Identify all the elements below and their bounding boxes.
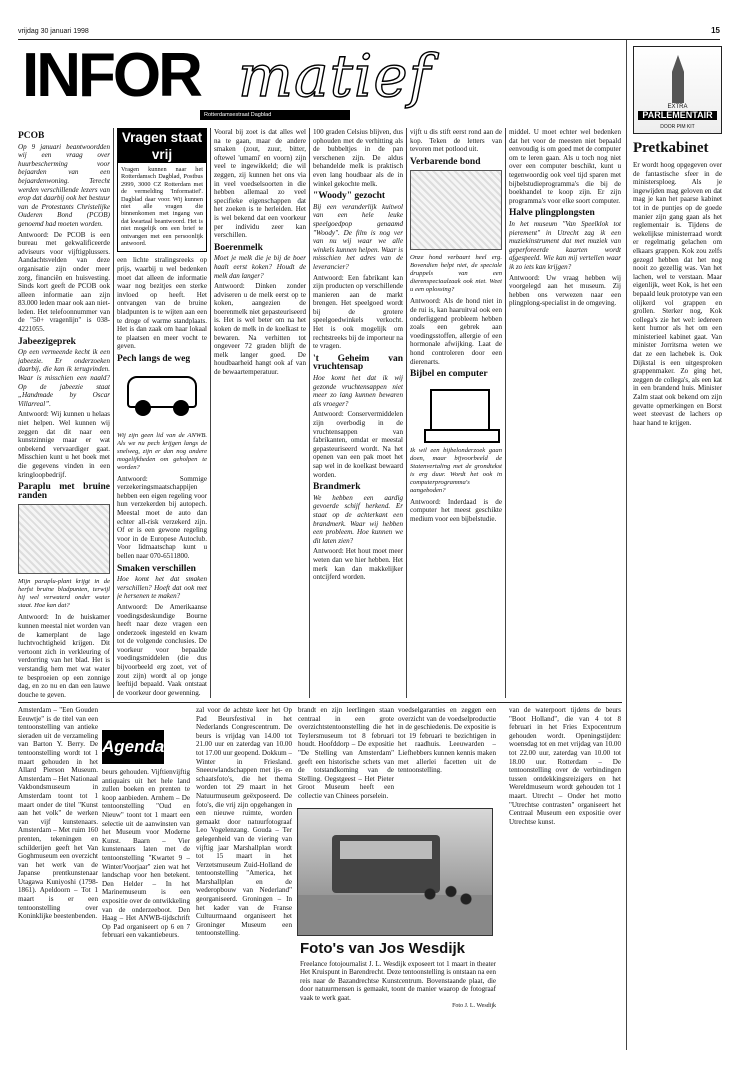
heading-pretkabinet: Pretkabinet [633, 140, 709, 156]
body-col2-1: een lichte stralingsreeks op prijs, waarbij u wel bedenken moet dat alleen de informatie waar nog bezitjes een sterke invloed op heeft. Het ontvangen van de bruine bladpunten is te wijten aan een te droge of warme standplaats. Het is dan zaak om haar lokaal te plaatsen en meer vocht te geven. [117, 256, 207, 351]
heading-hond: Verbarende bond [410, 156, 481, 167]
lead-woody: Bij een veranderlijk kuitwol van een hele leuke speelgoedpop genaamd "Woody". De film is nog ver van nu wij waar we alle winkels kunnen helpen. Waar is misschien het adres van de leverancier? [313, 202, 403, 271]
photo-text [300, 960, 496, 1046]
divider [309, 128, 310, 698]
column-2 [117, 128, 207, 698]
body-col5-1: vijft u dis stift eerst rond aan de kop. Teken de letters van tevoren met potlood uit. [410, 128, 502, 154]
body-col3-1: Vooral bij zoet is dat alles wel na te gaan, maar de andere smaken (zout, zuur, bitter, oftewel 'umami' en voorn) zijn veel te ingewikkeld; die wil zeggen, zij kunnen het ons via in veel voedselsoorten in die hebben allemaal zo veel specifieke eigenschappen dat het zoeken is te herleiden. Het is wel bekend dat een voorkeur per individu zeer kan verschillen. [214, 128, 306, 240]
heading-bijbel: Bijbel en computer [410, 369, 488, 380]
heading-smaken: Smaken verschillen [117, 563, 196, 574]
body-brandmerk: Antwoord: Het hout moet meer weten dan we hier hebben. Het merk kan dan makkelijker ontcijferd worden. [313, 547, 403, 582]
agenda-text-2: beurs gehouden. Vijftienvijftig antiquairs uit het hele land zullen boeken en prenten te koop aanbieden. Arnhem – De tentoonstelling "Oud en Nieuw" toont tot 1 maart een selectie uit de aanwinsten van het Museum voor Moderne Kunst. Baarn – Vier kunstenaars laten met de tentoonstelling "Kwartet 9 – Winter/Voorjaar" zien wat het landschap voor hen betekent. Den Helder – In het Marinemuseum is een expositie over de ontwikkeling van de onderzeeboot. Den Haag – Het ANWB-tijdschrift Op Pad organiseert op 6 en 7 februari een vakantiebeurs. [102, 768, 190, 940]
agenda-text-4: brandt en zijn leerlingen staan centraal in een grote overzichtstentoonstelling die het Teylersmuseum tot 8 februari houdt. Hoofddorp – De expositie "De Stelling van Amsterdam" geeft een historische schets van de totstandkoming van de Stelling. Oegstgeest – Het Pieter Groot Museum heeft een collectie van Chinees porselein. [298, 706, 394, 800]
agenda-text-3: zal voor de achtste keer het Op Pad Beursfestival in het Nederlands Congrescentrum. De beurs is vrijdag van 14.00 tot 21.00 uur en zaterdag van 10.00 tot 17.00 uur geopend. Dokkum – Winter in Friesland. Sneeuwlandschappen met ijs- en schaatsfoto's, die het thema worden tot 29 maart in het Natuurmuseum geëxposeerd. De foto's, die vrij zijn opgehangen in een nieuwe ruimte, worden gemaakt door natuurfotograaf Leo Vogelenzang. Gouda – Ter gelegenheid van de viering van vijftig jaar Marshallplan wordt tot 15 maart in het Verzetsmuseum Zuid-Holland de tentoonstelling "America, het Marshallplan en de wederopbouw van Nederland" georganiseerd. Groningen – In het kader van de Franse Cultuurmaand organiseert het Groninger Museum een tentoonstelling. [196, 706, 292, 938]
agenda-column-3 [196, 706, 292, 1051]
column-3 [214, 128, 306, 698]
right-column [633, 46, 722, 1046]
lead-brandmerk: We hebben een aardig gevoerde schijf herkend. Er staat op de achterkant een brandmerk. Waar wij hebben een probleem. Hoe kunnen we dit laten zien? [313, 493, 403, 545]
photo-body: Freelance fotojournalist J. L. Wesdijk exposeert tot 1 maart in theater Het Kruispunt in Barendrecht. Deze tentoonstelling is ontstaan na een reis naar de Bazandrechtse Kunstcentrum. Bovenstaande plaat, die door natuurmensen is gemaakt, toont de manier waarop de fotograaf vaak te werk gaat. [300, 960, 496, 1002]
lead-smaken: Hoe komt het dat smaken verschillen? Hoeft dat ook met je hersenen te maken? [117, 575, 207, 601]
heading-pcob: PCOB [18, 131, 45, 141]
heading-woody: "Woody" gezocht [313, 191, 386, 202]
agenda-text-1: Amsterdam – "Een Gouden Eeuwtje" is de titel van een tentoonstelling van antieke sieraden uit de verzameling van Barton Y. Berry. De tentoonstelling wordt tot 1 maart gehouden in het Allard Pierson Museum. Amsterdam – Het Nationaal Vakbondsmuseum in Amsterdam toont tot 1 maart onder de titel "Kunst aan het volk" de werken van vijf kunstenaars. Amsterdam – Met ruim 160 prenten, tekeningen en schilderijen geeft het Van Goghmuseum een overzicht van het werk van de Japanse prentkunstenaar Utagawa Kuniyoshi (1798-1861). Apeldoorn – Tot 1 maart is er een tentoonstelling over Koninklijke beestenbenden. [18, 706, 98, 921]
plant-photo [18, 504, 110, 574]
heading-boerenmelk: Boerenmelk [214, 242, 263, 253]
heading-pech: Pech langs de weg [117, 354, 191, 364]
body-boerenmelk: Antwoord: Dinken zonder adviseren u de melk eerst op te koken, aangezien de boerenmelk niet gepasteuriseerd is. Het is wel beter om na het koken de melk in de koelkast te bewaren. Na verhitten tot ongeveer 72 graden blijft de melk langer goed. De houdbaarheid hangt ook af van de bewaartemperatuur. [214, 282, 306, 377]
issue-date: vrijdag 30 januari 1998 [18, 28, 89, 35]
body-col4-1: 100 graden Celsius blijven, dus ophouden met de verhitting als de bubbeltjes in de pan verschenen zijn. De aldus behandelde melk is praktisch even lang houdbaar als de in winkel gekochte melk. [313, 128, 403, 188]
lead-boerenmelk: Moet je melk die je bij de boer haalt eerst koken? Houdt de melk dan langer? [214, 254, 306, 280]
agenda-column-6 [509, 706, 621, 1051]
photo-credit: Foto J. L. Wesdijk [452, 1003, 496, 1010]
caption-bijbel: Ik wil een bijbelonderzoek gaan doen, maar bijvoorbeeld de Statenvertaling met de grondtekst is erg duur. Wordt het ook in computerprogramma's aangeboden? [410, 446, 502, 494]
heading-jabeezie: Jabeezigeprek [18, 336, 76, 347]
caption-pech: Wij zijn geen lid van de ANWB. Als we nu pech krijgen langs de snelweg, zijn er dan nog andere mogelijkheden om geholpen te worden? [117, 431, 207, 471]
body-col6-1: middel. U moet echter wel bedenken dat het voor de meesten niet bepaald eenvoudig is om goed met de computer om te leren gaan. Als u toch nog niet over een computer beschikt, kunt u tegenwoordig ook veel tijd sparen met bijbelstudieprogramma's die bij de boekhandel te koop zijn. Er zijn programma's voor elke soort computer. [509, 128, 621, 205]
agenda-heading: Agenda [102, 730, 164, 764]
body-vruchtensap: Antwoord: Conservermiddelen zijn overbodig in de vruchtensappen van fabrikanten, omdat er meestal gepasteuriseerd wordt. Na het openen van een pak moet het sap wel in de koelkast bewaard worden. [313, 410, 403, 479]
vragen-staat-vrij-title: Vragen staat vrij [118, 129, 206, 163]
body-woody: Antwoord: Een fabrikant kan zijn producten op verschillende manieren aan de markt brengen. Het speelgoed wordt bij de grotere speelgoedwinkels verkocht. Het is ook mogelijk om rechtstreeks bij de importeur na te vragen. [313, 273, 403, 351]
car-illustration [117, 368, 207, 428]
body-hond: Antwoord: Als de hond niet in de rui is, kan haaruitval ook een onderliggend probleem hebben zoals een gebrek aan voedingsstoffen, allergie of een hormonale afwijking. Laat de hond controleren door een dierenarts. [410, 297, 502, 366]
photo-title: Foto's van Jos Wesdijk [300, 940, 465, 957]
section-divider [18, 702, 622, 703]
column-4 [313, 128, 403, 698]
page-header-line [18, 26, 720, 40]
column-1 [18, 128, 110, 698]
body-jabeezie: Antwoord: Wij kunnen u helaas niet helpen. Wel kunnen wij zeggen dat dit naar een kunstzinnige maar er wat onbekend vervaardiger gaat. Misschien kunt u het boek met die gegevens vinden in een kringloopbedrijf. [18, 410, 110, 479]
body-pretkabinet: Er wordt hoog opgegeven over de fantastische sfeer in de ministersploeg. Als je ingewijden mag geloven en dat mag je kan het paarse kabinet tot in de puntjes op de goede manier zijn gang gaan als het reglementair is. Tijdens de wekelijkse ministerraad wordt er regelmatig gelachen om elkaars grappen. Kok zou zelfs gezegd hebben dat het nog nooit zo gezellig was. Van het lachen, wel te verstaan. Maar eigenlijk, weet Kok, is het een bepaald leuk prototype van een olijkerd vol grappen en grollen. Sterker nog, Kok collega's zie het wel: iedereen kent humor als het om een ministerieel kabinet gaat. Van minister Jorritsma weten we dat ze een lachebek is. Ook Dijkstal is een uitgesproken grappenmaker. Zo ging het, zeggen de collega's, als een kat in een brandend huis. Minister Zalm staat ook bekend om zijn gevatte opmerkingen en Borst weet steevast de lachers op haar hand te krijgen. [633, 161, 722, 427]
agenda-column-5 [398, 706, 496, 804]
agenda-text-6: van de waterpoort tijdens de beurs "Boot Holland", die van 4 tot 8 februari in het Fries Expocentrum gehouden wordt. Openingstijden: woensdag tot en met vrijdag van 10.00 tot 22.00 uur, zaterdag van 10.00 tot 18.00 uur. Rotterdam – De tentoonstelling over de verbindingen tussen ontdekkingsreizigers en het Wereldmuseum wordt gehouden tot 1 maart. Utrecht – Onder het motto "Utrechtse contrasten" organiseert het Centraal Museum een expositie over Utrechtse kunst. [509, 706, 621, 826]
caption-hond: Onze hond verbaart heel erg. Bovendien helpt niet, de speciale druppels van een dierenspeciaalzaak ook niet. Weet u een oplossing? [410, 254, 502, 294]
agenda-text-5: voedselgaranties en zeggen een overzicht van de voedselproductie in de geschiedenis. De expositie is tot 19 februari te bezichtigen in het raadhuis. Leeuwarden – Liefhebbers kunnen kennis maken met allerlei facetten uit de tentoonstelling. [398, 706, 496, 775]
lead-jabeezie: Op een vermeende kecht ik een jabeezie. Er onderzoeken daarbij, die kan ik terugvinden. Waar is misschien een naald? Op de jabeezie staat „Handmade by Oscar Villarreal”. [18, 348, 110, 408]
heading-brandmerk: Brandmerk [313, 482, 361, 493]
divider [210, 128, 211, 698]
heading-paraplu: Paraplu met bruine randen [18, 482, 110, 501]
lead-plingplong: In het museum "Van Speelklok tot pierement" in Utrecht zag ik een muziekinstrument dat met muziek van geperforeerde kaarten wordt afgespeeld. Wie kan mij vertellen waar ik zo iets kan krijgen? [509, 219, 621, 271]
body-smaken: Antwoord: De Amerikaanse voedingsdeskundige Bourne heeft naar deze vragen een onderzoek ingesteld en kwam tot de volgende conclusies. De voorkeur voor bepaalde voedingsmiddelen (die dus bijvoorbeeld erg zoet, vet of zout zijn) wordt al op jonge leeftijd bepaald. Vaak ontstaat de voorkeur door gewenning. [117, 602, 207, 697]
lead-pcob: Op 9 januari beantwoordden wij een vraag over huurbescherming voor bejaarden van een bejaardenwoning. Terecht werden verschillende lezers van erop dat daarbij ook het bestuur van de Protestants Christelijke Ouderen Bond (PCOB) genoemd had moeten worden. [18, 142, 110, 228]
divider [626, 40, 627, 1050]
people-shape [418, 879, 478, 929]
body-paraplu: Antwoord: In de huiskamer kunnen meestal niet worden van de kamerplant de lage luchtvochtigheid krijgen. Dit vertoont zich in verkleuring of verdorring van het blad. Het is verstandig hem met wat water te besproeien op een zonnige dag, en zo nu en dan een lauwe douche te geven. [18, 613, 110, 698]
heading-plingplong: Halve plingplongsten [509, 208, 595, 219]
masthead-subtitle: Rotterdamsestraat Dagblad [200, 110, 350, 120]
dog-photo [410, 170, 502, 250]
logo-author: DOOR PIM KIT [660, 124, 695, 130]
vragen-staat-vrij-box [117, 128, 207, 252]
masthead [18, 40, 488, 122]
divider [406, 128, 407, 698]
agenda-column-4 [298, 706, 394, 804]
masthead-matief: matief [238, 42, 432, 110]
body-pech: Antwoord: Sommige verzekeringsmaatschappijen hebben een eigen regeling voor hun verzekerden bij autopech. Meestal moet de auto dan echter all-risk verzekerd zijn. Of er is een gewone regeling voor in de Europese Autoclub. Voor lidmaatschap kunt u bellen naar 070-6511800. [117, 474, 207, 560]
agenda-column-1 [18, 706, 98, 1051]
column-6 [509, 128, 621, 698]
caption-paraplu: Mijn paraplu-plant krijgt in de herfst bruine bladpunten, terwijl hij wel verwaterd onder water staat. Hoe kan dat? [18, 578, 110, 610]
divider [113, 128, 114, 698]
divider [505, 128, 506, 698]
body-pcob: Antwoord: De PCOB is een bureau met gekwalificeerde adviseurs voor vijftigplussers. Aandachtsvelden van deze organisatie zijn onder meer zorg, financiën en huisvesting. Sinds kort geeft de PCOB ook alleen informatie aan zijn 83.000 leden maar ook aan niet-leden. Het telefoonnummer van de "50+ vragenlijn" is 038-4221055. [18, 230, 110, 334]
column-5 [410, 128, 502, 698]
parlementair-logo [633, 46, 722, 134]
body-plingplong: Antwoord: Uw vraag hebben wij voorgelegd aan het museum. Zij hebben ons verwezen naar een plingplong-specialist in de omgeving. [509, 273, 621, 308]
logo-extra: EXTRA [667, 104, 688, 110]
logo-parlementair: PARLEMENTAIR [638, 111, 717, 120]
vragen-staat-vrij-text: Vragen kunnen naar het Rotterdamsch Dagblad, Postbus 2999, 3000 CZ Rotterdam met de vermelding 'Informatief'. Dagblad daar voor. Wij kunnen niet alle vragen die binnenkomen met ingang van dat kwartaal beantwoord. Het is niet mogelijk om een brief te ontvangen met een persoonlijk antwoord. [121, 166, 203, 248]
wesdijk-photo [297, 808, 493, 936]
masthead-infor: INFOR [22, 41, 200, 110]
computer-illustration [410, 383, 502, 443]
heading-vruchtensap: 't Geheim van vruchtensap [313, 353, 403, 373]
building-icon [672, 55, 684, 103]
page-number: 15 [711, 26, 720, 35]
agenda-column-2 [102, 768, 190, 1051]
lead-vruchtensap: Hoe komt het dat ik wij gezonde vruchtensappen niet meer zo lang kunnen bewaren als vroeger? [313, 374, 403, 408]
body-bijbel: Antwoord: Inderdaad is de computer het meest geschikte medium voor een bijbelstudie. [410, 497, 502, 523]
